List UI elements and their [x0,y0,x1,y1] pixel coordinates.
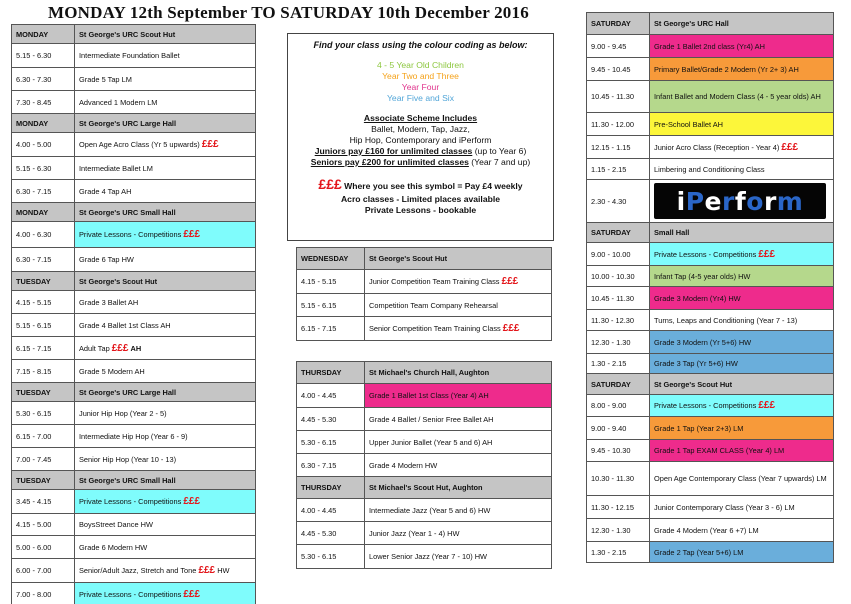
class-time: 4.15 - 5.15 [12,291,75,314]
class-name: Grade 3 Modern (Yr4) HW [654,293,741,303]
class-name: Infant Ballet and Modern Class (4 - 5 year olds) AH [654,92,821,101]
class-time: 6.30 - 7.30 [12,68,75,91]
class-name: Grade 4 Modern (Year 6 +7) LM [654,525,759,535]
class-row [587,417,834,440]
class-row [12,291,256,314]
pound-symbol: £££ [758,248,776,260]
day-label: MONDAY [12,114,75,133]
pound-symbol: £££ [318,176,342,192]
class-time: 5.15 - 6.15 [297,294,365,317]
class-time: 6.00 - 7.00 [12,559,75,583]
class-time: 10.45 - 11.30 [587,81,650,113]
class-row [12,248,256,272]
class-cell [650,266,834,287]
class-name: Primary Ballet/Grade 2 Modern (Yr 2+ 3) AH [654,64,799,74]
venue-label: Small Hall [650,223,834,243]
day-label: TUESDAY [12,383,75,402]
class-row [12,583,256,604]
class-cell [650,159,834,180]
associate-scheme-line-1: Ballet, Modern, Tap, Jazz, [371,124,470,134]
class-row [587,287,834,310]
class-time: 6.15 - 7.15 [12,337,75,360]
class-row [587,331,834,354]
pound-symbol: £££ [183,229,201,240]
day-venue-header [587,374,834,395]
day-venue-header [587,223,834,243]
class-cell [365,317,552,341]
class-time: 12.15 - 1.15 [587,136,650,159]
class-name: Junior Competition Team Training Class [369,277,500,286]
class-cell [650,519,834,542]
day-label: WEDNESDAY [297,248,365,270]
class-cell [650,58,834,81]
class-row [12,337,256,360]
class-time: 10.45 - 11.30 [587,287,650,310]
class-name: Grade 3 Modern (Yr 5+6) HW [654,337,752,347]
class-row [587,58,834,81]
class-time: 5.30 - 6.15 [297,431,365,454]
class-name: Grade 4 Ballet 1st Class AH [79,320,171,330]
class-time: 12.30 - 1.30 [587,519,650,542]
class-row [297,408,552,431]
class-row [297,545,552,569]
day-venue-header [297,477,552,499]
class-name: Intermediate Hip Hop (Year 6 - 9) [79,431,188,441]
class-teacher: HW [217,566,230,575]
class-cell [650,462,834,496]
class-cell [75,402,256,425]
class-name: Grade 1 Ballet 1st Class (Year 4) AH [369,391,489,400]
class-row [12,425,256,448]
class-time: 9.00 - 10.00 [587,243,650,266]
class-row [12,68,256,91]
venue-label: St George's URC Hall [650,13,834,35]
class-cell [365,294,552,317]
class-row [12,559,256,583]
class-cell [365,499,552,522]
class-row [12,448,256,471]
class-time: 4.00 - 4.45 [297,499,365,522]
class-cell [75,91,256,114]
class-name: Grade 3 Tap (Yr 5+6) HW [654,359,738,368]
class-name: Senior Competition Team Training Class [369,324,501,333]
day-venue-header [12,383,256,402]
class-row [587,395,834,417]
class-name: Grade 1 Tap (Year 2+3) LM [654,423,744,433]
venue-label: St George's URC Large Hall [75,383,256,402]
class-cell [365,431,552,454]
class-time: 11.30 - 12.15 [587,496,650,519]
day-venue-header [12,114,256,133]
class-cell [75,157,256,180]
class-name: Grade 4 Tap AH [79,186,132,196]
class-name: Adult Tap [79,343,110,353]
pound-symbol: £££ [183,496,201,507]
class-cell [365,522,552,545]
class-time: 5.15 - 6.30 [12,44,75,68]
pound-symbol: £££ [201,139,219,150]
associate-scheme-title: Associate Scheme Includes [363,113,478,123]
class-cell [650,287,834,310]
class-cell [75,180,256,203]
day-venue-header [297,248,552,270]
class-cell [75,68,256,91]
class-time: 6.15 - 7.15 [297,317,365,341]
class-time: 4.00 - 6.30 [12,222,75,248]
key-age-4-5: 4 - 5 Year Old Children [377,60,464,70]
class-name: Private Lessons - Competitions [79,497,182,506]
key-year-4: Year Four [401,82,440,92]
class-time: 2.30 - 4.30 [587,180,650,223]
class-time: 4.15 - 5.15 [297,270,365,294]
class-name: Private Lessons - Competitions [79,230,182,239]
pound-symbol-note: £££ Where you see this symbol = Pay £4 weekly [318,176,523,192]
class-row [12,222,256,248]
class-cell [75,291,256,314]
key-year-5-6: Year Five and Six [386,93,455,103]
class-name: Intermediate Ballet LM [79,163,153,173]
day-label: TUESDAY [12,272,75,291]
key-year-2-3: Year Two and Three [382,71,459,81]
class-time: 7.00 - 7.45 [12,448,75,471]
class-row [587,81,834,113]
class-row [587,159,834,180]
acro-note: Acro classes - Limited places available [340,194,501,204]
class-name: Lower Senior Jazz (Year 7 - 10) HW [369,552,488,561]
class-time: 4.00 - 4.45 [297,384,365,408]
class-name: BoysStreet Dance HW [79,520,153,529]
class-name: Turns, Leaps and Conditioning (Year 7 - 13) [654,315,798,325]
class-name: Grade 3 Ballet AH [79,297,139,307]
class-name: Grade 6 Modern HW [79,542,148,552]
class-time: 4.45 - 5.30 [297,522,365,545]
day-label: SATURDAY [587,13,650,35]
day-label: THURSDAY [297,362,365,384]
class-time: 10.00 - 10.30 [587,266,650,287]
class-row [297,317,552,341]
iperform-logo: i P e r f o r m [654,183,826,219]
class-time: 8.00 - 9.00 [587,395,650,417]
associate-scheme-line-2: Hip Hop, Contemporary and iPerform [349,135,492,145]
class-cell [75,222,256,248]
class-cell [650,113,834,136]
class-row [587,462,834,496]
seniors-price: Seniors pay £200 for unlimited classes (Year 7 and up) [310,157,531,167]
class-time: 5.15 - 6.15 [12,314,75,337]
class-row [12,360,256,383]
class-cell [650,395,834,417]
class-cell [650,496,834,519]
class-name: Grade 4 Ballet / Senior Free Ballet AH [369,414,494,424]
class-row [12,402,256,425]
venue-label: St George's URC Scout Hut [75,25,256,44]
class-time: 1.30 - 2.15 [587,354,650,374]
pound-symbol: £££ [183,588,201,600]
class-cell [75,425,256,448]
day-venue-header [587,13,834,35]
class-row [587,310,834,331]
pound-symbol: £££ [111,342,129,354]
class-cell [75,514,256,536]
class-cell [650,136,834,159]
class-name: Infant Tap (4-5 year olds) HW [654,271,751,281]
class-name: Grade 4 Modern HW [369,460,438,470]
day-venue-header [12,272,256,291]
class-row [587,496,834,519]
class-cell [650,417,834,440]
class-time: 6.30 - 7.15 [12,248,75,272]
class-cell [650,243,834,266]
class-row [297,499,552,522]
class-teacher: AH [130,343,142,353]
class-cell [365,545,552,569]
class-row [587,266,834,287]
pound-symbol: £££ [501,276,519,287]
class-name: Upper Junior Ballet (Year 5 and 6) AH [369,437,493,447]
class-row [12,514,256,536]
class-cell [75,583,256,604]
class-row [12,536,256,559]
pound-symbol: £££ [198,565,216,576]
class-row [587,519,834,542]
class-time: 3.45 - 4.15 [12,490,75,514]
class-name: Grade 1 Ballet 2nd class (Yr4) AH [654,41,765,51]
class-row [12,157,256,180]
class-time: 7.15 - 8.15 [12,360,75,383]
class-name: Intermediate Jazz (Year 5 and 6) HW [369,505,491,515]
class-name: Senior Hip Hop (Year 10 - 13) [79,454,177,464]
colour-key-heading: Find your class using the colour coding as below: [313,40,528,50]
class-time: 11.30 - 12.30 [587,310,650,331]
venue-label: St George's URC Large Hall [75,114,256,133]
class-row [297,270,552,294]
class-row [12,490,256,514]
venue-label: St George's Scout Hut [650,374,834,395]
class-name: Pre-School Ballet AH [654,119,724,129]
class-row [12,314,256,337]
class-name: Grade 2 Tap (Year 5+6) LM [654,547,744,557]
class-name: Private Lessons - Competitions [654,401,757,410]
venue-label: St George's URC Small Hall [75,471,256,490]
class-cell [75,337,256,360]
class-time: 12.30 - 1.30 [587,331,650,354]
venue-label: St Michael's Scout Hut, Aughton [365,477,552,499]
day-venue-header [12,203,256,222]
class-row [297,454,552,477]
class-row [12,180,256,203]
private-lessons-note: Private Lessons - bookable [364,205,477,215]
class-row [297,384,552,408]
class-name: Private Lessons - Competitions [79,589,182,599]
class-cell [650,331,834,354]
class-cell [75,490,256,514]
class-cell [650,310,834,331]
class-cell [365,408,552,431]
venue-label: St Michael's Church Hall, Aughton [365,362,552,384]
class-cell [75,448,256,471]
class-name: Grade 1 Tap EXAM CLASS (Year 4) LM [654,446,785,455]
day-label: TUESDAY [12,471,75,490]
class-row [587,113,834,136]
venue-label: St George's Scout Hut [75,272,256,291]
class-time: 7.30 - 8.45 [12,91,75,114]
class-row [587,35,834,58]
class-name: Grade 6 Tap HW [79,255,134,264]
class-name: Junior Contemporary Class (Year 3 - 6) LM [654,502,795,512]
class-cell [365,270,552,294]
pound-symbol: £££ [758,400,776,411]
day-venue-header [12,471,256,490]
class-row [297,522,552,545]
class-cell [75,360,256,383]
timetable-thursday [296,361,552,569]
class-time: 5.30 - 6.15 [297,545,365,569]
timetable-saturday [586,12,834,563]
class-time: 1.30 - 2.15 [587,542,650,563]
class-time: 6.15 - 7.00 [12,425,75,448]
class-row [12,133,256,157]
class-cell [650,542,834,563]
class-time: 5.30 - 6.15 [12,402,75,425]
class-row [297,431,552,454]
class-time: 4.00 - 5.00 [12,133,75,157]
day-label: MONDAY [12,203,75,222]
class-time: 9.00 - 9.40 [587,417,650,440]
day-venue-header [12,25,256,44]
page-title: MONDAY 12th September TO SATURDAY 10th December 2016 [48,3,529,22]
class-row [587,542,834,563]
pound-symbol: £££ [502,323,520,334]
class-name: Intermediate Foundation Ballet [79,51,180,60]
class-cell [75,44,256,68]
class-cell [365,384,552,408]
timetable-monday-tuesday [11,24,256,604]
class-cell [650,354,834,374]
class-name: Junior Jazz (Year 1 - 4) HW [369,528,460,538]
class-row [587,354,834,374]
class-name: Open Age Acro Class (Yr 5 upwards) [79,140,200,149]
class-row [587,440,834,462]
class-cell [650,35,834,58]
venue-label: St George's URC Small Hall [75,203,256,222]
class-cell [650,440,834,462]
class-time: 1.15 - 2.15 [587,159,650,180]
class-name: Senior/Adult Jazz, Stretch and Tone [79,566,197,575]
day-venue-header [297,362,552,384]
class-name: Open Age Contemporary Class (Year 7 upwards) LM [654,474,827,483]
class-name: Junior Acro Class (Reception - Year 4) [654,142,780,152]
class-time: 5.15 - 6.30 [12,157,75,180]
class-time: 9.45 - 10.45 [587,58,650,81]
pound-symbol: £££ [781,141,799,153]
class-time: 4.15 - 5.00 [12,514,75,536]
day-label: SATURDAY [587,374,650,395]
class-row [587,180,834,223]
info-box [287,33,554,241]
class-name: Advanced 1 Modern LM [79,97,158,107]
class-row [587,243,834,266]
class-time: 10.30 - 11.30 [587,462,650,496]
class-cell [75,133,256,157]
class-name: Competition Team Company Rehearsal [369,300,498,310]
class-time: 5.00 - 6.00 [12,536,75,559]
class-time: 4.45 - 5.30 [297,408,365,431]
class-name: Limbering and Conditioning Class [654,164,765,174]
juniors-price: Juniors pay £160 for unlimited classes (up to Year 6) [314,146,527,156]
class-row [12,91,256,114]
class-time: 6.30 - 7.15 [12,180,75,203]
day-label: THURSDAY [297,477,365,499]
class-row [587,136,834,159]
venue-label: St George's Scout Hut [365,248,552,270]
class-name: Junior Hip Hop (Year 2 - 5) [79,408,167,418]
class-name: Grade 5 Tap LM [79,74,132,84]
class-time: 9.00 - 9.45 [587,35,650,58]
class-time: 11.30 - 12.00 [587,113,650,136]
class-time: 7.00 - 8.00 [12,583,75,604]
class-cell [75,248,256,272]
day-label: MONDAY [12,25,75,44]
class-name: Grade 5 Modern AH [79,366,145,376]
class-name: Private Lessons - Competitions [654,249,757,259]
class-cell [75,536,256,559]
day-label: SATURDAY [587,223,650,243]
class-time: 9.45 - 10.30 [587,440,650,462]
class-cell [650,180,834,223]
class-row [297,294,552,317]
timetable-wednesday [296,247,552,341]
class-cell [75,314,256,337]
class-cell [650,81,834,113]
class-cell [75,559,256,583]
class-time: 6.30 - 7.15 [297,454,365,477]
class-cell [365,454,552,477]
class-row [12,44,256,68]
